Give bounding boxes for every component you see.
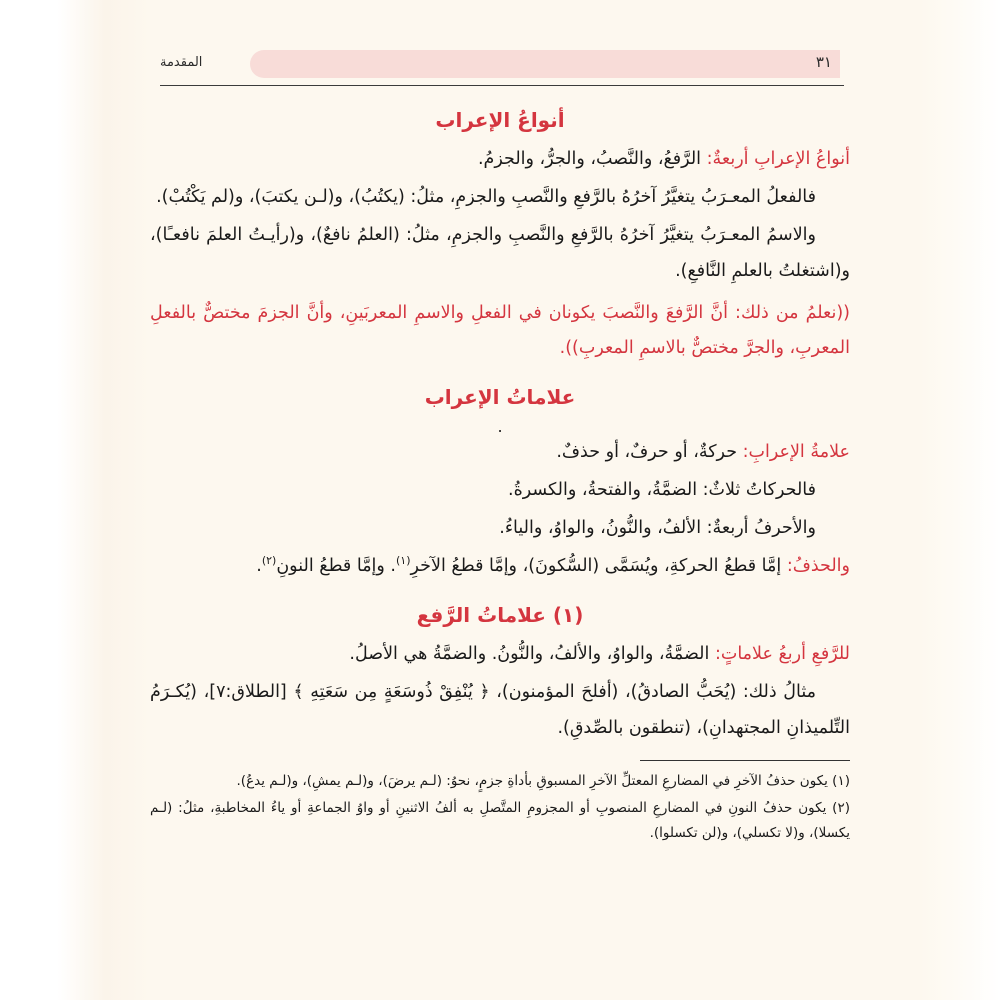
chapter-name: المقدمة [160, 54, 203, 70]
page-body [150, 104, 850, 746]
paragraph-text: الرَّفعُ، والنَّصبُ، والجرُّ، والجزمُ. [477, 149, 702, 169]
section-title-anwa-al-irab: أنواعُ الإعراب [435, 108, 565, 132]
paragraph-with-quran-ref [150, 675, 850, 747]
paragraph [150, 435, 850, 471]
paragraph [150, 142, 850, 178]
paragraph-lead: أنواعُ الإعرابِ أربعةٌ: [706, 149, 850, 169]
section-title-alamat-al-irab: علاماتُ الإعراب [424, 385, 576, 410]
paragraph-text-html: إمَّا قطعُ الحركةِ، ويُسَمَّى (السُّكونَ)، وإمَّا قطعُ الآخرِ$^{(١)}$. وإمَّا قطعُ النونِ$^{(٢)}$. [256, 554, 782, 576]
paragraph-lead: علامةُ الإعرابِ: [742, 442, 850, 463]
paragraph [150, 511, 850, 547]
paragraph [150, 180, 850, 216]
paragraph [150, 549, 850, 585]
paragraph-text: والاسمُ المعـرَبُ يتغيَّرُ آخرُهُ بالرَّفعِ والنَّصبِ والجزمِ، مثلُ: (العلمُ نافعٌ)، و(رأيـتُ العلمَ نافعـًا)، و(اشتغلتُ بالعلمِ النَّافعِ). [150, 224, 850, 281]
paragraph-lead: للرَّفعِ أربعُ علاماتٍ: [714, 643, 850, 664]
page-content [150, 42, 850, 960]
paragraph-text: فالفعلُ المعـرَبُ يتغيَّرُ آخرُهُ بالرَّفعِ والنَّصبِ والجزمِ، مثلُ: (يكتُبُ)، و(لـن يكتبَ)، و(لم يَكْتُبْ). [156, 186, 816, 207]
section-title-alamat-al-raf: (١) علاماتُ الرَّفع [416, 602, 584, 627]
paragraph-text-html: مثالُ ذلك: (يُحَبُّ الصادقُ)، (أفلحَ المؤمنون)، ﴿ يُنْفِقْ ذُوسَعَةٍ مِن سَعَتِهِ ﴾ [الطلاق:٧]، (يُكـرَمُ التِّلميذانِ المجتهدانِ)، (تنطقون بالصِّدقِ). [150, 681, 850, 738]
quote-block: ((نعلمُ من ذلك: أنَّ الرَّفعَ والنَّصبَ يكونان في الفعلِ والاسمِ المعربَينِ، وأنَّ الجزمَ مختصٌّ بالفعلِ المعربِ، والجرَّ مختصٌّ بالاسمِ المعربِ)). [150, 302, 850, 359]
paragraph-text: والأحرفُ أربعةٌ: الألفُ، والنُّونُ، والواوُ، والياءُ. [499, 518, 816, 538]
paragraph-text: فالحركاتُ ثلاثٌ: الضمَّةُ، والفتحةُ، والكسرةُ. [508, 480, 816, 501]
footnote-item: (٢) يكون حذفُ النونِ في المضارعِ المنصوبِ أو المجزومِ المتَّصلِ به ألفُ الاثنينِ أو واوُ الجماعةِ أو ياءُ المخاطبةِ، مثلُ: (لـم يكسلا)، و(لا تكسلي)، و(لن تكسلوا). [150, 800, 850, 842]
paragraph [150, 218, 850, 290]
footnote-item: (١) يكون حذفُ الآخرِ في المضارعِ المعتلِّ الآخرِ المسبوقِ بأداةِ جزمٍ، نحوُ: (لـم يرضَ)، و(لـم يمشِ)، و(لـم يدعُ). [236, 773, 850, 790]
paragraph-text: حركةٌ، أو حرفٌ، أو حذفٌ. [556, 442, 738, 463]
page-number: ٣١ [815, 53, 832, 71]
page-header [150, 42, 850, 82]
footnotes [150, 769, 850, 846]
paragraph [150, 637, 850, 673]
footnote-separator [640, 760, 850, 761]
ornament-dot: . [497, 417, 503, 437]
paragraph-text: الضمَّةُ، والواوُ، والألفُ، والنُّونُ. والضمَّةُ هي الأصلُ. [349, 643, 710, 664]
paragraph-lead: والحذفُ: [786, 555, 850, 576]
header-rule [160, 85, 844, 86]
paragraph [150, 473, 850, 509]
